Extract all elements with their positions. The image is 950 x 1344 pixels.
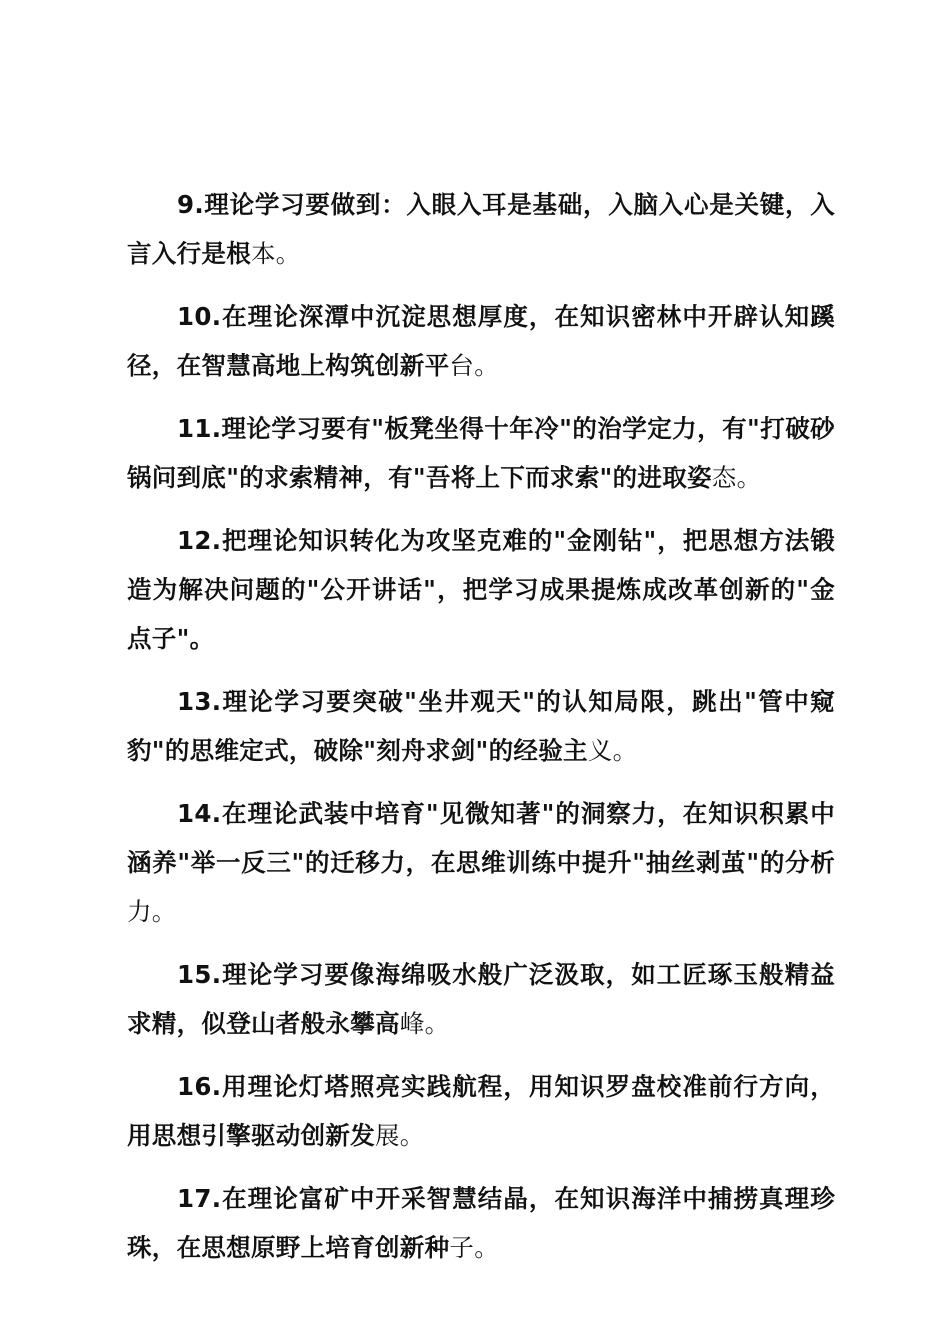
paragraph-text: 17.在理论富矿中开采智慧结晶，在知识海洋中捕捞真理珍珠，在思想原野上培育创新种 [127,1184,835,1262]
paragraph-16 [127,1062,835,1160]
paragraph-tail: 子。 [449,1233,500,1262]
document-body [127,180,835,1286]
paragraph-text: 13.理论学习要突破"坐井观天"的认知局限，跳出"管中窥豹"的思维定式，破除"刻舟求剑"的经验主 [127,687,835,765]
paragraph-17 [127,1174,835,1272]
paragraph-tail: 态。 [711,463,762,492]
paragraph-text: 9.理论学习要做到：入眼入耳是基础，入脑入心是关键，入言入行是根 [127,190,835,268]
paragraph-14 [127,789,835,936]
paragraph-tail: 峰。 [399,1009,450,1038]
paragraph-tail: 义。 [587,736,638,765]
paragraph-text: 10.在理论深潭中沉淀思想厚度，在知识密林中开辟认知蹊径，在智慧高地上构筑创新平 [127,302,835,380]
paragraph-text: 15.理论学习要像海绵吸水般广泛汲取，如工匠琢玉般精益求精，似登山者般永攀高 [127,960,835,1038]
paragraph-12 [127,516,835,663]
paragraph-text: 11.理论学习要有"板凳坐得十年冷"的治学定力，有"打破砂锅问到底"的求索精神，有"吾将上下而求索"的进取姿 [127,414,835,492]
paragraph-text: 16.用理论灯塔照亮实践航程，用知识罗盘校准前行方向，用思想引擎驱动创新发 [127,1072,835,1150]
paragraph-15 [127,950,835,1048]
paragraph-13 [127,677,835,775]
paragraph-text: 12.把理论知识转化为攻坚克难的"金刚钻"，把思想方法锻造为解决问题的"公开讲话"，把学习成果提炼成改革创新的"金点子"。 [127,526,835,653]
paragraph-text: 14.在理论武装中培育"见微知著"的洞察力，在知识积累中涵养"举一反三"的迁移力，在思维训练中提升"抽丝剥茧"的分析 [127,799,835,877]
paragraph-tail: 力。 [127,897,177,926]
paragraph-11 [127,404,835,502]
paragraph-tail: 展。 [375,1121,425,1150]
paragraph-10 [127,292,835,390]
paragraph-tail: 本。 [251,239,301,268]
paragraph-tail: 台。 [449,351,500,380]
paragraph-9 [127,180,835,278]
